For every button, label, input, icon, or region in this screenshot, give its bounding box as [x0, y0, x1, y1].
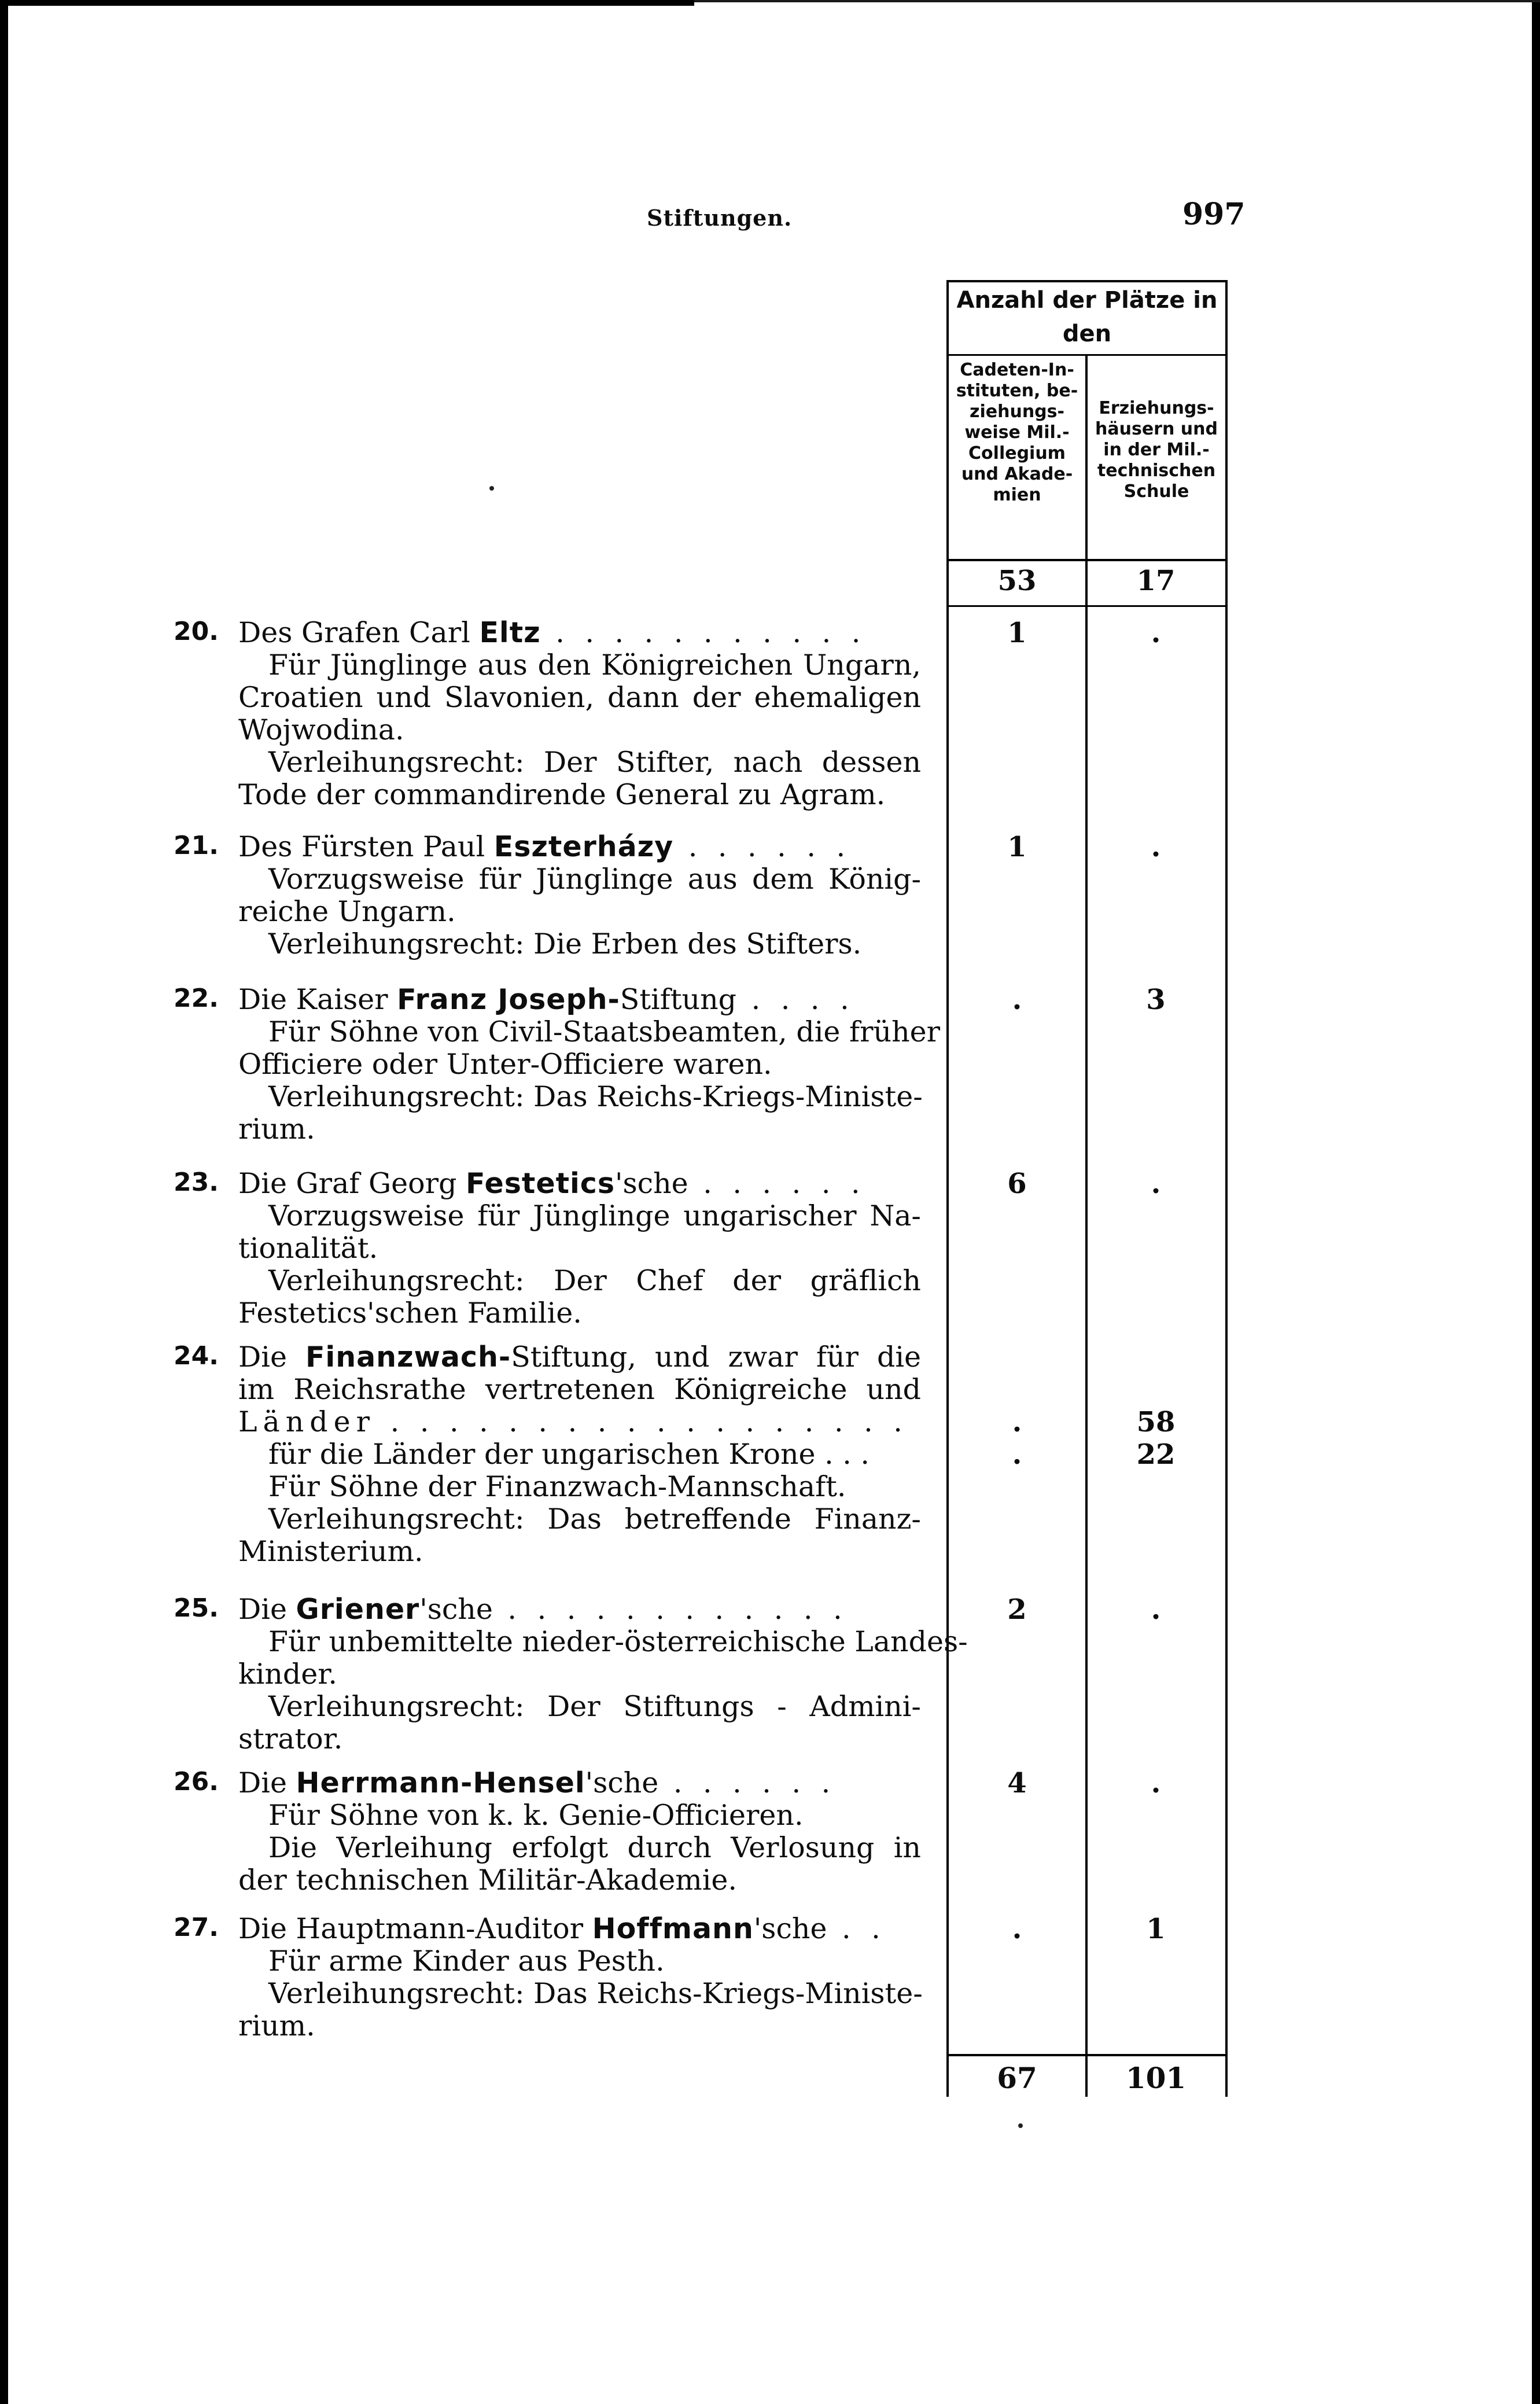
founder-name: Griener	[296, 1593, 420, 1626]
entry-23: 23. Die Graf Georg Festetics'sche . . . . . . Vorzugsweise für Jünglinge ungarischer Na- tionalität. Verleihungsrecht: Der Chef der gräflich Festetics'schen Familie.	[174, 1167, 921, 1330]
print-speck	[489, 486, 494, 491]
entry-25-col2: .	[1151, 1593, 1161, 1626]
entry-21-col2: .	[1151, 831, 1161, 863]
entry-number: 20.	[174, 617, 219, 646]
entry-24-col1-a: .	[1012, 1406, 1022, 1438]
table-middle-rule	[1085, 354, 1088, 2097]
entry-22: 22. Die Kaiser Franz Joseph-Stiftung . . . . Für Söhne von Civil-Staatsbeamten, die früher Officiere oder Unter-Officiere waren. Verleihungsrecht: Das Reichs-Kriegs-Ministe- rium.	[174, 983, 941, 1146]
entry-26-col1: 4	[1007, 1767, 1027, 1799]
entry-21: 21. Des Fürsten Paul Eszterházy . . . . . . Vorzugsweise für Jünglinge aus dem König- reiche Ungarn. Verleihungsrecht: Die Erben des Stifters.	[174, 830, 921, 960]
total-col2: 101	[1125, 2061, 1187, 2095]
table-left-rule	[946, 280, 949, 2097]
founder-name: Festetics	[466, 1167, 616, 1200]
total-col1: 67	[997, 2061, 1037, 2095]
founder-name: Franz Joseph-	[397, 983, 620, 1016]
entry-26: 26. Die Herrmann-Hensel'sche . . . . . . Für Söhne von k. k. Genie-Officieren. Die Verleihung erfolgt durch Verlosung in der technischen Militär-Akademie.	[174, 1766, 921, 1897]
scan-border-right	[1532, 0, 1540, 2404]
running-head: Stiftungen.	[647, 205, 793, 231]
entry-27: 27. Die Hauptmann-Auditor Hoffmann'sche . . Für arme Kinder aus Pesth. Verleihungsrecht: Das Reichs-Kriegs-Ministe- rium.	[174, 1912, 923, 2042]
entry-25: 25. Die Griener'sche . . . . . . . . . . . . Für unbemittelte nieder-österreichische Landes- kinder. Verleihungsrecht: Der Stiftungs - Admini- strator.	[174, 1593, 968, 1755]
entry-number: 25.	[174, 1593, 219, 1623]
entry-24-col1-b: .	[1012, 1438, 1022, 1471]
entry-number: 26.	[174, 1767, 219, 1796]
entry-22-col1: .	[1012, 984, 1022, 1016]
page-number: 997	[1182, 197, 1246, 232]
entry-24-col2-b: 22	[1136, 1438, 1176, 1471]
entry-number: 22.	[174, 984, 219, 1013]
scan-border-top-thin	[694, 0, 1540, 2]
entry-24: 24. Die Finanzwach-Stiftung, und zwar für die im Reichsrathe vertretenen Königreiche und Länder . . . . . . . . . . . . . . . . . . für die Länder der ungarischen Krone . . . Für Söhne der Finanzwach-Mannschaft. Verleihungsrecht: Das betreffende Finanz- Ministerium.	[174, 1341, 921, 1568]
table-top-rule	[946, 280, 1228, 282]
entry-number: 27.	[174, 1913, 219, 1942]
col1-header: Cadeten-In- stituten, be- ziehungs- weise Mil.- Collegium und Akade- mien	[956, 360, 1078, 505]
entry-23-col1: 6	[1007, 1168, 1027, 1200]
entry-25-col1: 2	[1007, 1593, 1027, 1626]
entry-20-col1: 1	[1007, 617, 1027, 649]
carry-col2: 17	[1136, 565, 1176, 597]
entry-number: 23.	[174, 1168, 219, 1197]
col2-header: Erziehungs- häusern und in der Mil.- technischen Schule	[1095, 398, 1218, 502]
entry-21-col1: 1	[1007, 831, 1027, 863]
entry-number: 24.	[174, 1341, 219, 1371]
entry-27-col1: .	[1012, 1913, 1022, 1945]
entry-24-col2-a: 58	[1136, 1406, 1176, 1438]
founder-name: Eszterházy	[493, 830, 674, 863]
founder-name: Herrmann-Hensel	[296, 1766, 585, 1799]
group-header: Anzahl der Plätze in den	[956, 287, 1218, 347]
scan-border-left	[0, 0, 8, 2404]
entry-23-col2: .	[1151, 1168, 1161, 1200]
entry-22-col2: 3	[1146, 984, 1166, 1016]
entry-20: 20. Des Grafen Carl Eltz . . . . . . . . . . . Für Jünglinge aus den Königreichen Ungarn, Croatien und Slavonien, dann der ehemaligen Wojwodina. Verleihungsrecht: Der Stifter, nach dessen Tode der commandirende General zu Agram.	[174, 616, 921, 811]
entry-26-col2: .	[1151, 1767, 1161, 1799]
carry-col1: 53	[997, 565, 1037, 597]
founder-name: Eltz	[479, 616, 541, 649]
table-right-rule	[1225, 280, 1228, 2097]
entry-20-col2: .	[1151, 617, 1161, 649]
print-speck	[1018, 2123, 1023, 2128]
founder-name: Finanzwach-	[305, 1341, 511, 1374]
entry-number: 21.	[174, 831, 219, 860]
entry-27-col2: 1	[1146, 1913, 1166, 1945]
scan-border-top	[0, 0, 694, 6]
founder-name: Hoffmann	[592, 1912, 754, 1945]
